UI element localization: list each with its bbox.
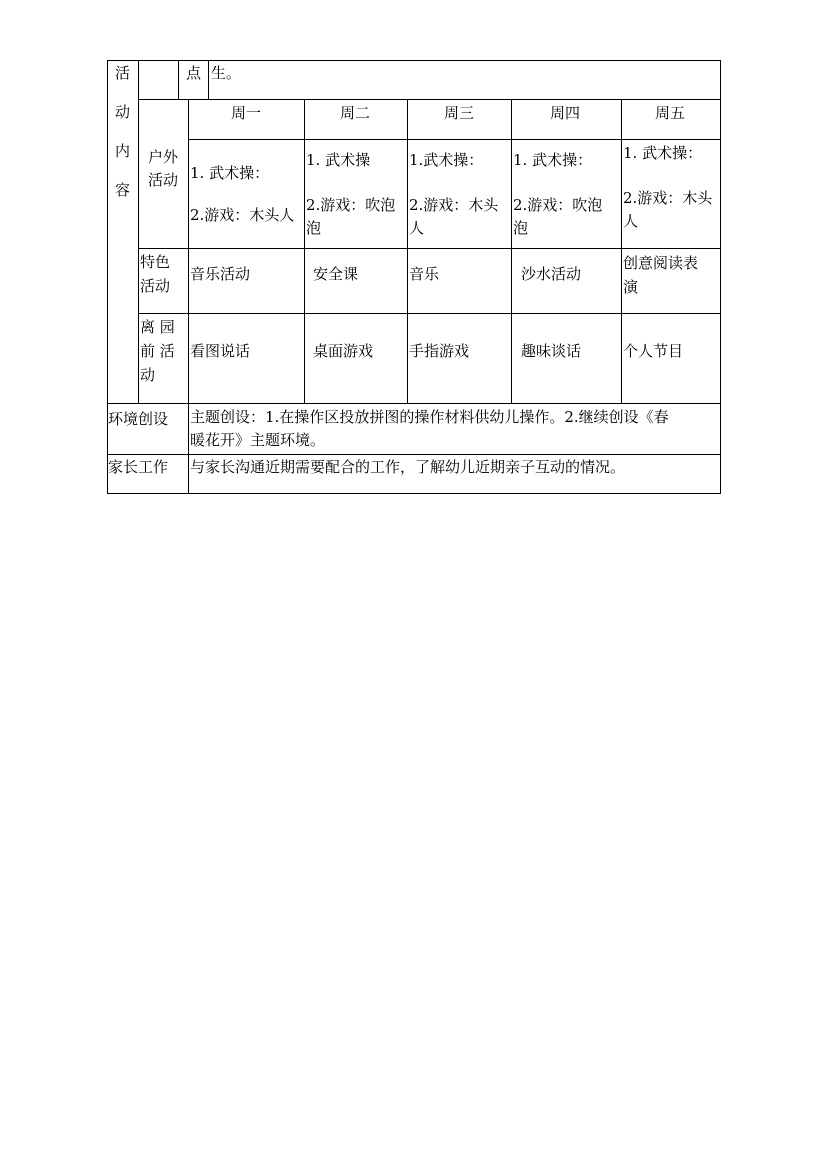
outdoor-cell: 2.游戏：木头 (409, 196, 499, 214)
table-line (188, 99, 189, 494)
leaving-cell: 桌面游戏 (313, 342, 374, 360)
table-line (178, 60, 179, 100)
outdoor-cell: 1. 武术操： (513, 151, 593, 169)
top-row-cell: 点 (186, 64, 202, 82)
activity-label-char: 容 (115, 181, 131, 199)
table-line (138, 313, 721, 314)
weekday-header: 周三 (444, 104, 475, 122)
activity-label-char: 内 (115, 142, 131, 160)
special-cell: 创意阅读表 (623, 254, 699, 272)
outdoor-label: 活动 (148, 171, 179, 189)
outdoor-cell: 2.游戏：吹泡 (513, 196, 603, 214)
outdoor-cell: 1.武术操： (409, 151, 484, 169)
outdoor-cell: 2.游戏：吹泡 (306, 196, 396, 214)
leaving-cell: 手指游戏 (409, 342, 470, 360)
weekday-header: 周五 (655, 104, 686, 122)
outdoor-cell: 2.游戏：木头 (623, 189, 713, 207)
parents-text: 与家长沟通近期需要配合的工作，了解幼儿近期亲子互动的情况。 (190, 458, 626, 476)
parents-label: 家长工作 (108, 458, 169, 476)
environment-text: 暖花开》主题环境。 (190, 431, 326, 449)
outdoor-cell: 1. 武术操 (306, 151, 371, 169)
activity-label-char: 活 (115, 64, 131, 82)
outdoor-label: 户外 (148, 148, 179, 166)
outdoor-cell: 人 (409, 219, 425, 237)
special-label: 特色 (140, 253, 171, 271)
special-cell: 沙水活动 (521, 265, 582, 283)
table-line (511, 99, 512, 404)
table-line (407, 99, 408, 404)
outdoor-cell: 泡 (306, 219, 322, 237)
special-cell: 演 (623, 278, 639, 296)
table-line (304, 99, 305, 404)
leaving-cell: 趣味谈话 (521, 342, 582, 360)
activity-label-char: 动 (115, 103, 131, 121)
table-line (208, 60, 209, 100)
table-border-bottom (107, 493, 721, 494)
table-line (138, 99, 721, 100)
outdoor-cell: 人 (623, 212, 639, 230)
table-border-top (107, 60, 721, 61)
leaving-cell: 个人节目 (623, 342, 684, 360)
table-line (107, 403, 721, 404)
table-line (107, 454, 721, 455)
outdoor-cell: 1. 武术操： (623, 144, 703, 162)
weekday-header: 周四 (550, 104, 581, 122)
special-label: 活动 (140, 277, 171, 295)
outdoor-cell: 2.游戏：木头人 (190, 206, 295, 224)
outdoor-cell: 1. 武术操： (190, 164, 270, 182)
environment-label: 环境创设 (108, 410, 169, 428)
table-border-right (720, 60, 721, 494)
special-cell: 音乐 (409, 265, 440, 283)
environment-text: 主题创设：1.在操作区投放拼图的操作材料供幼儿操作。2.继续创设《春 (190, 408, 669, 426)
table-line (621, 99, 622, 404)
leaving-label: 动 (140, 366, 156, 384)
table-line (188, 139, 721, 140)
weekday-header: 周二 (340, 104, 371, 122)
leaving-label: 离 园 (140, 318, 175, 336)
leaving-cell: 看图说话 (190, 342, 251, 360)
weekday-header: 周一 (231, 104, 262, 122)
outdoor-cell: 泡 (513, 219, 529, 237)
table-line (138, 60, 139, 404)
special-cell: 音乐活动 (190, 265, 251, 283)
leaving-label: 前 活 (140, 342, 175, 360)
table-line (138, 248, 721, 249)
special-cell: 安全课 (313, 265, 359, 283)
top-row-cell: 生。 (211, 64, 242, 82)
